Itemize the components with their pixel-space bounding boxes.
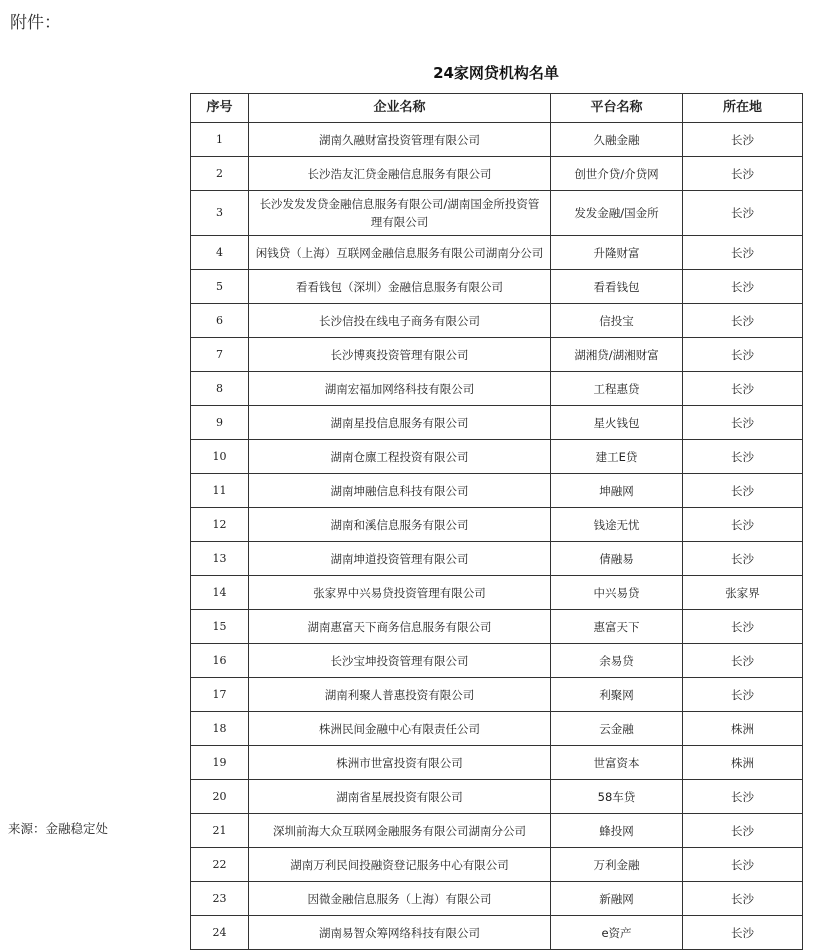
row-platform: 升隆财富 <box>551 236 683 270</box>
table-row <box>191 372 803 406</box>
row-location: 长沙 <box>683 644 803 678</box>
row-index: 19 <box>191 746 249 780</box>
row-index: 17 <box>191 678 249 712</box>
row-index: 22 <box>191 848 249 882</box>
row-company: 湖南星投信息服务有限公司 <box>249 406 551 440</box>
row-index: 2 <box>191 157 249 191</box>
row-location: 长沙 <box>683 508 803 542</box>
table-row <box>191 270 803 304</box>
row-index: 21 <box>191 814 249 848</box>
table-row <box>191 746 803 780</box>
row-index: 16 <box>191 644 249 678</box>
row-company: 湖南宏福加网络科技有限公司 <box>249 372 551 406</box>
row-index: 10 <box>191 440 249 474</box>
table-row <box>191 474 803 508</box>
row-location: 株洲 <box>683 746 803 780</box>
row-index: 18 <box>191 712 249 746</box>
row-platform: 中兴易贷 <box>551 576 683 610</box>
table-row <box>191 848 803 882</box>
row-platform: 世富资本 <box>551 746 683 780</box>
table-row <box>191 191 803 236</box>
table-row <box>191 508 803 542</box>
row-platform: 58车贷 <box>551 780 683 814</box>
row-location: 长沙 <box>683 848 803 882</box>
row-company: 长沙宝坤投资管理有限公司 <box>249 644 551 678</box>
row-location: 株洲 <box>683 712 803 746</box>
institution-table <box>190 93 803 950</box>
row-company: 湖南惠富天下商务信息服务有限公司 <box>249 610 551 644</box>
row-company: 深圳前海大众互联网金融服务有限公司湖南分公司 <box>249 814 551 848</box>
row-company: 看看钱包（深圳）金融信息服务有限公司 <box>249 270 551 304</box>
row-location: 长沙 <box>683 440 803 474</box>
table-row <box>191 440 803 474</box>
row-company: 长沙浩友汇贷金融信息服务有限公司 <box>249 157 551 191</box>
table-row <box>191 236 803 270</box>
header-platform: 平台名称 <box>551 94 683 123</box>
row-company: 长沙发发发贷金融信息服务有限公司/湖南国金所投资管理有限公司 <box>249 191 551 236</box>
row-platform: 新融网 <box>551 882 683 916</box>
header-index: 序号 <box>191 94 249 123</box>
table-row <box>191 338 803 372</box>
row-index: 13 <box>191 542 249 576</box>
row-platform: 看看钱包 <box>551 270 683 304</box>
row-location: 长沙 <box>683 236 803 270</box>
row-location: 长沙 <box>683 780 803 814</box>
table-row <box>191 814 803 848</box>
row-company: 湖南坤融信息科技有限公司 <box>249 474 551 508</box>
row-index: 20 <box>191 780 249 814</box>
row-location: 长沙 <box>683 338 803 372</box>
row-company: 张家界中兴易贷投资管理有限公司 <box>249 576 551 610</box>
row-company: 湖南省星展投资有限公司 <box>249 780 551 814</box>
row-platform: 余易贷 <box>551 644 683 678</box>
row-platform: e资产 <box>551 916 683 950</box>
row-company: 湖南久融财富投资管理有限公司 <box>249 123 551 157</box>
row-location: 长沙 <box>683 814 803 848</box>
row-company: 因微金融信息服务（上海）有限公司 <box>249 882 551 916</box>
row-company: 株洲民间金融中心有限责任公司 <box>249 712 551 746</box>
table-row <box>191 712 803 746</box>
row-company: 湖南仓廪工程投资有限公司 <box>249 440 551 474</box>
row-index: 1 <box>191 123 249 157</box>
row-company: 株洲市世富投资有限公司 <box>249 746 551 780</box>
row-location: 长沙 <box>683 191 803 236</box>
row-platform: 万利金融 <box>551 848 683 882</box>
row-location: 长沙 <box>683 157 803 191</box>
table-row <box>191 123 803 157</box>
row-company: 湖南坤道投资管理有限公司 <box>249 542 551 576</box>
row-platform: 钱途无忧 <box>551 508 683 542</box>
row-company: 闲钱贷（上海）互联网金融信息服务有限公司湖南分公司 <box>249 236 551 270</box>
table-body <box>191 123 803 950</box>
table-row <box>191 157 803 191</box>
attachment-label: 附件： <box>10 13 61 33</box>
header-company: 企业名称 <box>249 94 551 123</box>
row-platform: 坤融网 <box>551 474 683 508</box>
row-company: 湖南利聚人普惠投资有限公司 <box>249 678 551 712</box>
row-location: 长沙 <box>683 542 803 576</box>
row-location: 长沙 <box>683 372 803 406</box>
table-row <box>191 610 803 644</box>
row-location: 长沙 <box>683 916 803 950</box>
row-index: 8 <box>191 372 249 406</box>
row-location: 长沙 <box>683 610 803 644</box>
row-platform: 倩融易 <box>551 542 683 576</box>
row-location: 张家界 <box>683 576 803 610</box>
source-note: 来源：金融稳定处 <box>8 821 109 836</box>
row-location: 长沙 <box>683 123 803 157</box>
row-platform: 信投宝 <box>551 304 683 338</box>
row-platform: 蜂投网 <box>551 814 683 848</box>
table-row <box>191 882 803 916</box>
row-index: 3 <box>191 191 249 236</box>
row-platform: 云金融 <box>551 712 683 746</box>
table-row <box>191 916 803 950</box>
row-company: 湖南易智众筹网络科技有限公司 <box>249 916 551 950</box>
row-platform: 久融金融 <box>551 123 683 157</box>
row-platform: 湖湘贷/湖湘财富 <box>551 338 683 372</box>
row-location: 长沙 <box>683 406 803 440</box>
row-index: 9 <box>191 406 249 440</box>
table-row <box>191 542 803 576</box>
row-platform: 建工E贷 <box>551 440 683 474</box>
table-row <box>191 678 803 712</box>
row-index: 12 <box>191 508 249 542</box>
row-platform: 星火钱包 <box>551 406 683 440</box>
row-index: 6 <box>191 304 249 338</box>
row-company: 长沙信投在线电子商务有限公司 <box>249 304 551 338</box>
row-company: 湖南和溪信息服务有限公司 <box>249 508 551 542</box>
row-index: 24 <box>191 916 249 950</box>
table-row <box>191 780 803 814</box>
row-location: 长沙 <box>683 270 803 304</box>
table-row <box>191 406 803 440</box>
row-platform: 惠富天下 <box>551 610 683 644</box>
row-index: 11 <box>191 474 249 508</box>
table-row <box>191 304 803 338</box>
row-index: 14 <box>191 576 249 610</box>
row-company: 湖南万利民间投融资登记服务中心有限公司 <box>249 848 551 882</box>
row-index: 5 <box>191 270 249 304</box>
row-platform: 工程惠贷 <box>551 372 683 406</box>
table-row <box>191 644 803 678</box>
row-index: 23 <box>191 882 249 916</box>
row-platform: 发发金融/国金所 <box>551 191 683 236</box>
row-company: 长沙博爽投资管理有限公司 <box>249 338 551 372</box>
row-location: 长沙 <box>683 304 803 338</box>
table-header-row <box>191 94 803 123</box>
row-platform: 利聚网 <box>551 678 683 712</box>
table-row <box>191 576 803 610</box>
document-title: 24家网贷机构名单 <box>433 64 559 82</box>
row-platform: 创世介贷/介贷网 <box>551 157 683 191</box>
header-location: 所在地 <box>683 94 803 123</box>
row-location: 长沙 <box>683 678 803 712</box>
row-index: 4 <box>191 236 249 270</box>
row-location: 长沙 <box>683 882 803 916</box>
row-index: 7 <box>191 338 249 372</box>
row-index: 15 <box>191 610 249 644</box>
row-location: 长沙 <box>683 474 803 508</box>
